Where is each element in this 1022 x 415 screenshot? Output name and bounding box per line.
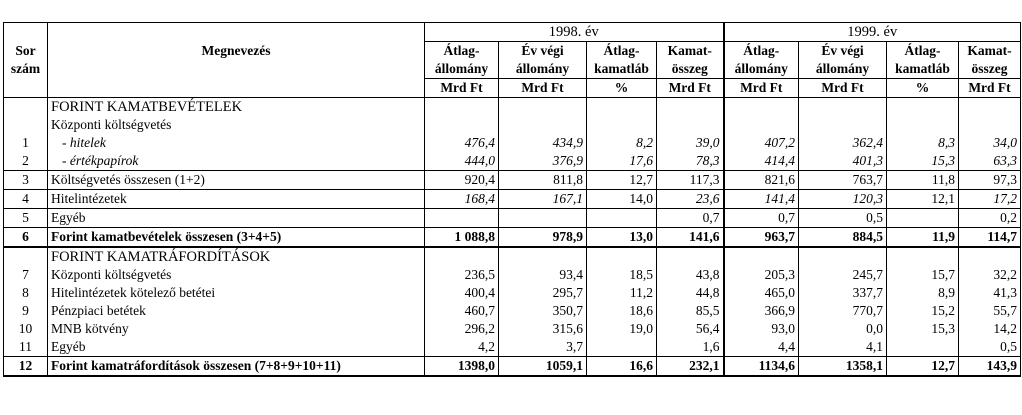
cell-value: 337,7 (799, 284, 887, 302)
cell-value: 13,0 (587, 228, 657, 248)
header-name-spacer (48, 60, 425, 79)
cell-value: 444,0 (425, 152, 499, 171)
cell-value (499, 116, 587, 134)
row-label: Egyéb (48, 338, 425, 357)
cell-value: 821,6 (724, 171, 799, 190)
row-label: Hitelintézetek kötelező betétei (48, 284, 425, 302)
cell-value: 117,3 (657, 171, 724, 190)
row-number: 7 (4, 266, 48, 284)
table-row (4, 302, 1021, 320)
cell-value: 460,7 (425, 302, 499, 320)
cell-value: 11,8 (887, 171, 959, 190)
table-body (4, 98, 1021, 377)
table-row (4, 152, 1021, 171)
row-number: 1 (4, 134, 48, 152)
row-label: - hitelek (48, 134, 425, 152)
header-name-top (48, 23, 425, 42)
cell-value (724, 116, 799, 134)
cell-value: 168,4 (425, 190, 499, 209)
header-evvegi-2: Év végi (799, 42, 887, 61)
cell-value: 93,4 (499, 266, 587, 284)
cell-value: 114,7 (959, 228, 1021, 248)
unit-mrdft-3: Mrd Ft (657, 79, 724, 98)
header-kamat-2: Kamat- (959, 42, 1021, 61)
row-label: Költségvetés összesen (1+2) (48, 171, 425, 190)
header-row-years (4, 23, 1021, 42)
cell-value: 434,9 (499, 134, 587, 152)
cell-value (499, 98, 587, 117)
cell-value: 141,6 (657, 228, 724, 248)
cell-value: 1,6 (657, 338, 724, 357)
unit-mrdft-5: Mrd Ft (799, 79, 887, 98)
cell-value: 236,5 (425, 266, 499, 284)
header-sor-spacer (4, 79, 48, 98)
header-allomany-1: állomány (425, 60, 499, 79)
cell-value (425, 247, 499, 266)
cell-value: 19,0 (587, 320, 657, 338)
table-row (4, 209, 1021, 228)
cell-value: 63,3 (959, 152, 1021, 171)
cell-value: 315,6 (499, 320, 587, 338)
cell-value: 1134,6 (724, 357, 799, 377)
table-row (4, 190, 1021, 209)
table-row (4, 266, 1021, 284)
cell-value: 8,2 (587, 134, 657, 152)
table-row (4, 171, 1021, 190)
cell-value: 376,9 (499, 152, 587, 171)
row-number: 8 (4, 284, 48, 302)
row-number: 11 (4, 338, 48, 357)
header-atlag-1: Átlag- (425, 42, 499, 61)
row-label: Egyéb (48, 209, 425, 228)
table-row (4, 228, 1021, 248)
cell-value: 245,7 (799, 266, 887, 284)
cell-value (425, 209, 499, 228)
table-row (4, 338, 1021, 357)
cell-value: 15,7 (887, 266, 959, 284)
cell-value (799, 247, 887, 266)
cell-value (724, 98, 799, 117)
cell-value: 401,3 (799, 152, 887, 171)
cell-value: 14,2 (959, 320, 1021, 338)
year-1999-heading: 1999. év (724, 23, 1021, 42)
cell-value: 12,7 (887, 357, 959, 377)
row-label: - értékpapírok (48, 152, 425, 171)
row-label: MNB kötvény (48, 320, 425, 338)
cell-value (587, 209, 657, 228)
header-evvegi-1: Év végi (499, 42, 587, 61)
row-label: Pénzpiaci betétek (48, 302, 425, 320)
cell-value: 1059,1 (499, 357, 587, 377)
cell-value (499, 247, 587, 266)
header-atlag-2: Átlag- (724, 42, 799, 61)
cell-value: 884,5 (799, 228, 887, 248)
cell-value: 366,9 (724, 302, 799, 320)
row-number (4, 98, 48, 117)
cell-value (799, 116, 887, 134)
interest-table (3, 22, 1021, 377)
cell-value: 963,7 (724, 228, 799, 248)
cell-value: 120,3 (799, 190, 887, 209)
cell-value: 0,2 (959, 209, 1021, 228)
cell-value: 232,1 (657, 357, 724, 377)
cell-value: 18,5 (587, 266, 657, 284)
header-atlagk-2: Átlag- (887, 42, 959, 61)
cell-value: 34,0 (959, 134, 1021, 152)
header-name-spacer-2 (48, 79, 425, 98)
cell-value: 56,4 (657, 320, 724, 338)
cell-value: 476,4 (425, 134, 499, 152)
cell-value (959, 116, 1021, 134)
unit-mrdft-1: Mrd Ft (425, 79, 499, 98)
unit-pct-2: % (887, 79, 959, 98)
row-number: 12 (4, 357, 48, 377)
cell-value: 4,2 (425, 338, 499, 357)
header-sor: Sor (4, 42, 48, 61)
cell-value: 43,8 (657, 266, 724, 284)
cell-value: 4,4 (724, 338, 799, 357)
cell-value: 12,7 (587, 171, 657, 190)
row-number (4, 116, 48, 134)
cell-value: 78,3 (657, 152, 724, 171)
cell-value (887, 247, 959, 266)
cell-value: 44,8 (657, 284, 724, 302)
cell-value: 0,7 (724, 209, 799, 228)
cell-value: 17,6 (587, 152, 657, 171)
cell-value (657, 116, 724, 134)
header-row-2 (4, 60, 1021, 79)
row-label: Hitelintézetek (48, 190, 425, 209)
row-label: Forint kamatráfordítások összesen (7+8+9+10+11) (48, 357, 425, 377)
unit-mrdft-4: Mrd Ft (724, 79, 799, 98)
cell-value: 978,9 (499, 228, 587, 248)
header-allomany-evvegi-2: állomány (799, 60, 887, 79)
cell-value: 4,1 (799, 338, 887, 357)
row-number: 9 (4, 302, 48, 320)
row-number: 10 (4, 320, 48, 338)
row-number: 3 (4, 171, 48, 190)
cell-value: 296,2 (425, 320, 499, 338)
cell-value: 18,6 (587, 302, 657, 320)
cell-value (425, 116, 499, 134)
cell-value: 97,3 (959, 171, 1021, 190)
cell-value: 39,0 (657, 134, 724, 152)
cell-value: 295,7 (499, 284, 587, 302)
cell-value: 8,9 (887, 284, 959, 302)
cell-value: 15,3 (887, 152, 959, 171)
cell-value: 362,4 (799, 134, 887, 152)
cell-value: 400,4 (425, 284, 499, 302)
header-kamat-1: Kamat- (657, 42, 724, 61)
row-label: FORINT KAMATBEVÉTELEK (48, 98, 425, 117)
cell-value: 8,3 (887, 134, 959, 152)
cell-value (587, 116, 657, 134)
header-kamatlab-1: kamatláb (587, 60, 657, 79)
row-number: 2 (4, 152, 48, 171)
cell-value: 143,9 (959, 357, 1021, 377)
header-row-1 (4, 42, 1021, 61)
header-szam: szám (4, 60, 48, 79)
header-osszeg-1: összeg (657, 60, 724, 79)
unit-pct-1: % (587, 79, 657, 98)
cell-value: 811,8 (499, 171, 587, 190)
table-row (4, 357, 1021, 377)
header-kamatlab-2: kamatláb (887, 60, 959, 79)
table-row (4, 98, 1021, 117)
header-allomany-2: állomány (724, 60, 799, 79)
table-row (4, 247, 1021, 266)
cell-value (799, 98, 887, 117)
cell-value: 0,5 (799, 209, 887, 228)
unit-mrdft-6: Mrd Ft (959, 79, 1021, 98)
cell-value (499, 209, 587, 228)
cell-value: 11,9 (887, 228, 959, 248)
cell-value: 3,7 (499, 338, 587, 357)
row-label: Forint kamatbevételek összesen (3+4+5) (48, 228, 425, 248)
header-row-units (4, 79, 1021, 98)
cell-value: 0,5 (959, 338, 1021, 357)
cell-value: 414,4 (724, 152, 799, 171)
cell-value: 770,7 (799, 302, 887, 320)
cell-value (887, 116, 959, 134)
cell-value (959, 98, 1021, 117)
header-sor-top (4, 23, 48, 42)
cell-value: 85,5 (657, 302, 724, 320)
cell-value (587, 247, 657, 266)
cell-value: 0,7 (657, 209, 724, 228)
cell-value: 41,3 (959, 284, 1021, 302)
cell-value: 350,7 (499, 302, 587, 320)
cell-value: 32,2 (959, 266, 1021, 284)
cell-value (657, 247, 724, 266)
row-number: 5 (4, 209, 48, 228)
cell-value: 407,2 (724, 134, 799, 152)
cell-value: 11,2 (587, 284, 657, 302)
row-label: FORINT KAMATRÁFORDÍTÁSOK (48, 247, 425, 266)
cell-value (587, 98, 657, 117)
table-row (4, 134, 1021, 152)
row-label: Központi költségvetés (48, 266, 425, 284)
cell-value (887, 209, 959, 228)
cell-value: 167,1 (499, 190, 587, 209)
row-label: Központi költségvetés (48, 116, 425, 134)
cell-value: 55,7 (959, 302, 1021, 320)
cell-value: 15,2 (887, 302, 959, 320)
header-megnevezes: Megnevezés (48, 42, 425, 61)
header-osszeg-2: összeg (959, 60, 1021, 79)
unit-mrdft-2: Mrd Ft (499, 79, 587, 98)
cell-value: 763,7 (799, 171, 887, 190)
cell-value: 0,0 (799, 320, 887, 338)
cell-value (724, 247, 799, 266)
cell-value: 920,4 (425, 171, 499, 190)
year-1998-heading: 1998. év (425, 23, 724, 42)
cell-value: 1358,1 (799, 357, 887, 377)
table-row (4, 320, 1021, 338)
cell-value: 15,3 (887, 320, 959, 338)
cell-value: 465,0 (724, 284, 799, 302)
header-allomany-evvegi-1: állomány (499, 60, 587, 79)
header-atlagk-1: Átlag- (587, 42, 657, 61)
cell-value (887, 98, 959, 117)
cell-value (887, 338, 959, 357)
cell-value: 16,6 (587, 357, 657, 377)
cell-value: 14,0 (587, 190, 657, 209)
cell-value: 141,4 (724, 190, 799, 209)
cell-value: 12,1 (887, 190, 959, 209)
cell-value: 23,6 (657, 190, 724, 209)
cell-value: 1 088,8 (425, 228, 499, 248)
cell-value (657, 98, 724, 117)
row-number (4, 247, 48, 266)
cell-value (425, 98, 499, 117)
cell-value (587, 338, 657, 357)
cell-value: 1398,0 (425, 357, 499, 377)
cell-value: 17,2 (959, 190, 1021, 209)
cell-value: 93,0 (724, 320, 799, 338)
cell-value: 205,3 (724, 266, 799, 284)
cell-value (959, 247, 1021, 266)
row-number: 6 (4, 228, 48, 248)
table-row (4, 284, 1021, 302)
row-number: 4 (4, 190, 48, 209)
table-row (4, 116, 1021, 134)
